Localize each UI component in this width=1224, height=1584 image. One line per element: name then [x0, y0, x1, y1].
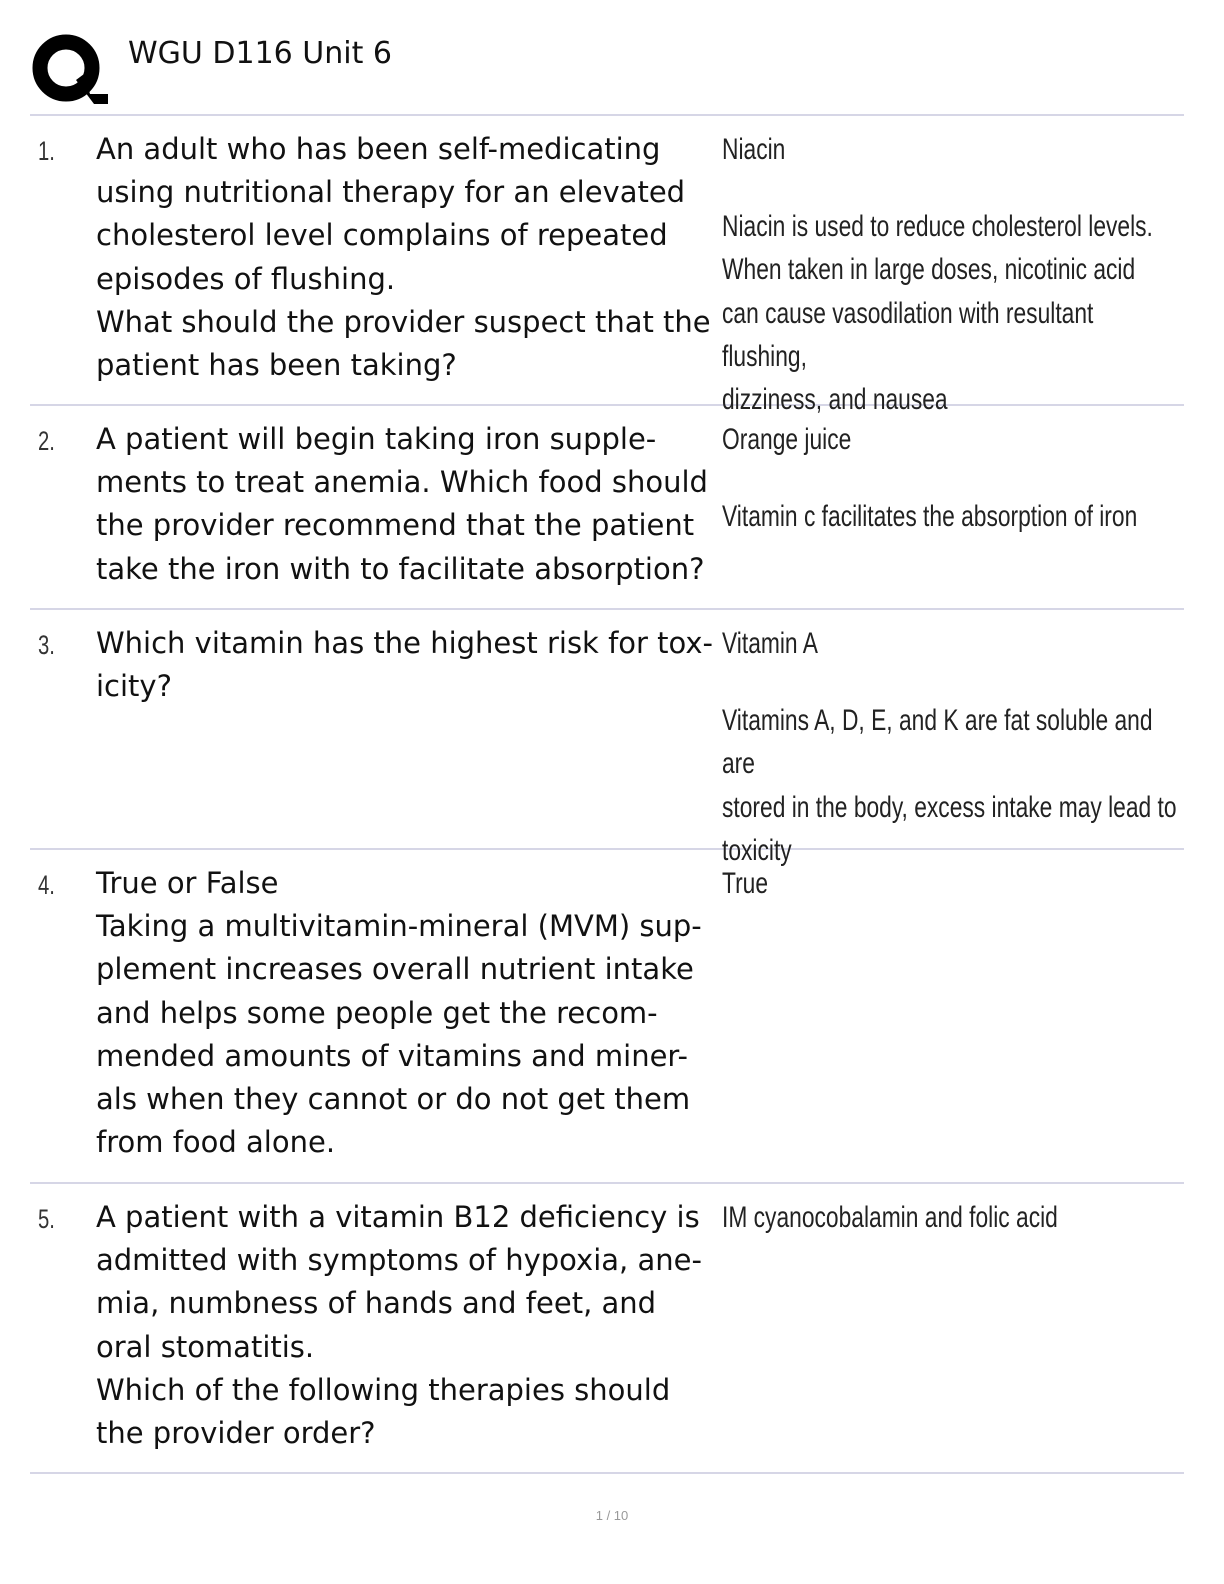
card-answer: IM cyanocobalamin and folic acid: [722, 1201, 1058, 1234]
card-number: 2.: [38, 426, 55, 456]
card-answer-block: [722, 418, 1224, 538]
flashcard-1: [30, 116, 1184, 417]
flashcard-3: [30, 610, 1184, 867]
flashcard-2: [30, 406, 1184, 610]
card-answer-block: [722, 862, 1224, 905]
flashcard-5: [30, 1184, 1184, 1474]
card-answer: Orange juice: [722, 423, 852, 456]
card-number: 1.: [38, 136, 55, 166]
card-question: An adult who has been self-medicating using nutritional therapy for an elevated cholesterol level complains of repeated episodes of flushing. What should the provider suspect that the patient has been taking?: [96, 132, 711, 383]
flashcard-4: [30, 850, 1184, 1184]
document-title: WGU D116 Unit 6: [128, 36, 392, 71]
card-number: 5.: [38, 1204, 55, 1234]
card-question: Which vitamin has the highest risk for tox- icity?: [96, 626, 714, 704]
card-answer: Vitamin A: [722, 627, 818, 660]
quizlet-q-logo-icon: [32, 32, 108, 108]
page-indicator: 1 / 10: [595, 1508, 629, 1523]
card-answer-block: [722, 1196, 1224, 1239]
card-answer: Niacin: [722, 133, 786, 166]
card-question: A patient with a vitamin B12 deficiency is admitted with symptoms of hypoxia, ane- mia, numbness of hands and feet, and oral stomatitis. Which of the following therapies should the provider order?: [96, 1200, 702, 1451]
card-question: A patient will begin taking iron supple- ments to treat anemia. Which food should the provider recommend that the patient take the iron with to facilitate absorption?: [96, 422, 708, 586]
card-number: 4.: [38, 870, 55, 900]
card-explanation: Niacin is used to reduce cholesterol levels. When taken in large doses, nicotinic acid can cause vasodilation with resultant flushing, dizziness, and nausea: [722, 210, 1153, 417]
card-explanation: Vitamins A, D, E, and K are fat soluble and are stored in the body, excess intake may lead to toxicity: [722, 704, 1177, 867]
card-question: True or False Taking a multivitamin-mineral (MVM) sup- plement increases overall nutrient intake and helps some people get the recom- mended amounts of vitamins and miner- als when they cannot or do not get them from food alone.: [96, 866, 702, 1160]
page-header: [30, 28, 1184, 114]
card-explanation: Vitamin c facilitates the absorption of iron: [722, 500, 1138, 533]
card-answer-block: [722, 622, 1224, 872]
card-answer-block: [722, 128, 1224, 421]
card-answer: True: [722, 867, 769, 900]
card-number: 3.: [38, 630, 55, 660]
